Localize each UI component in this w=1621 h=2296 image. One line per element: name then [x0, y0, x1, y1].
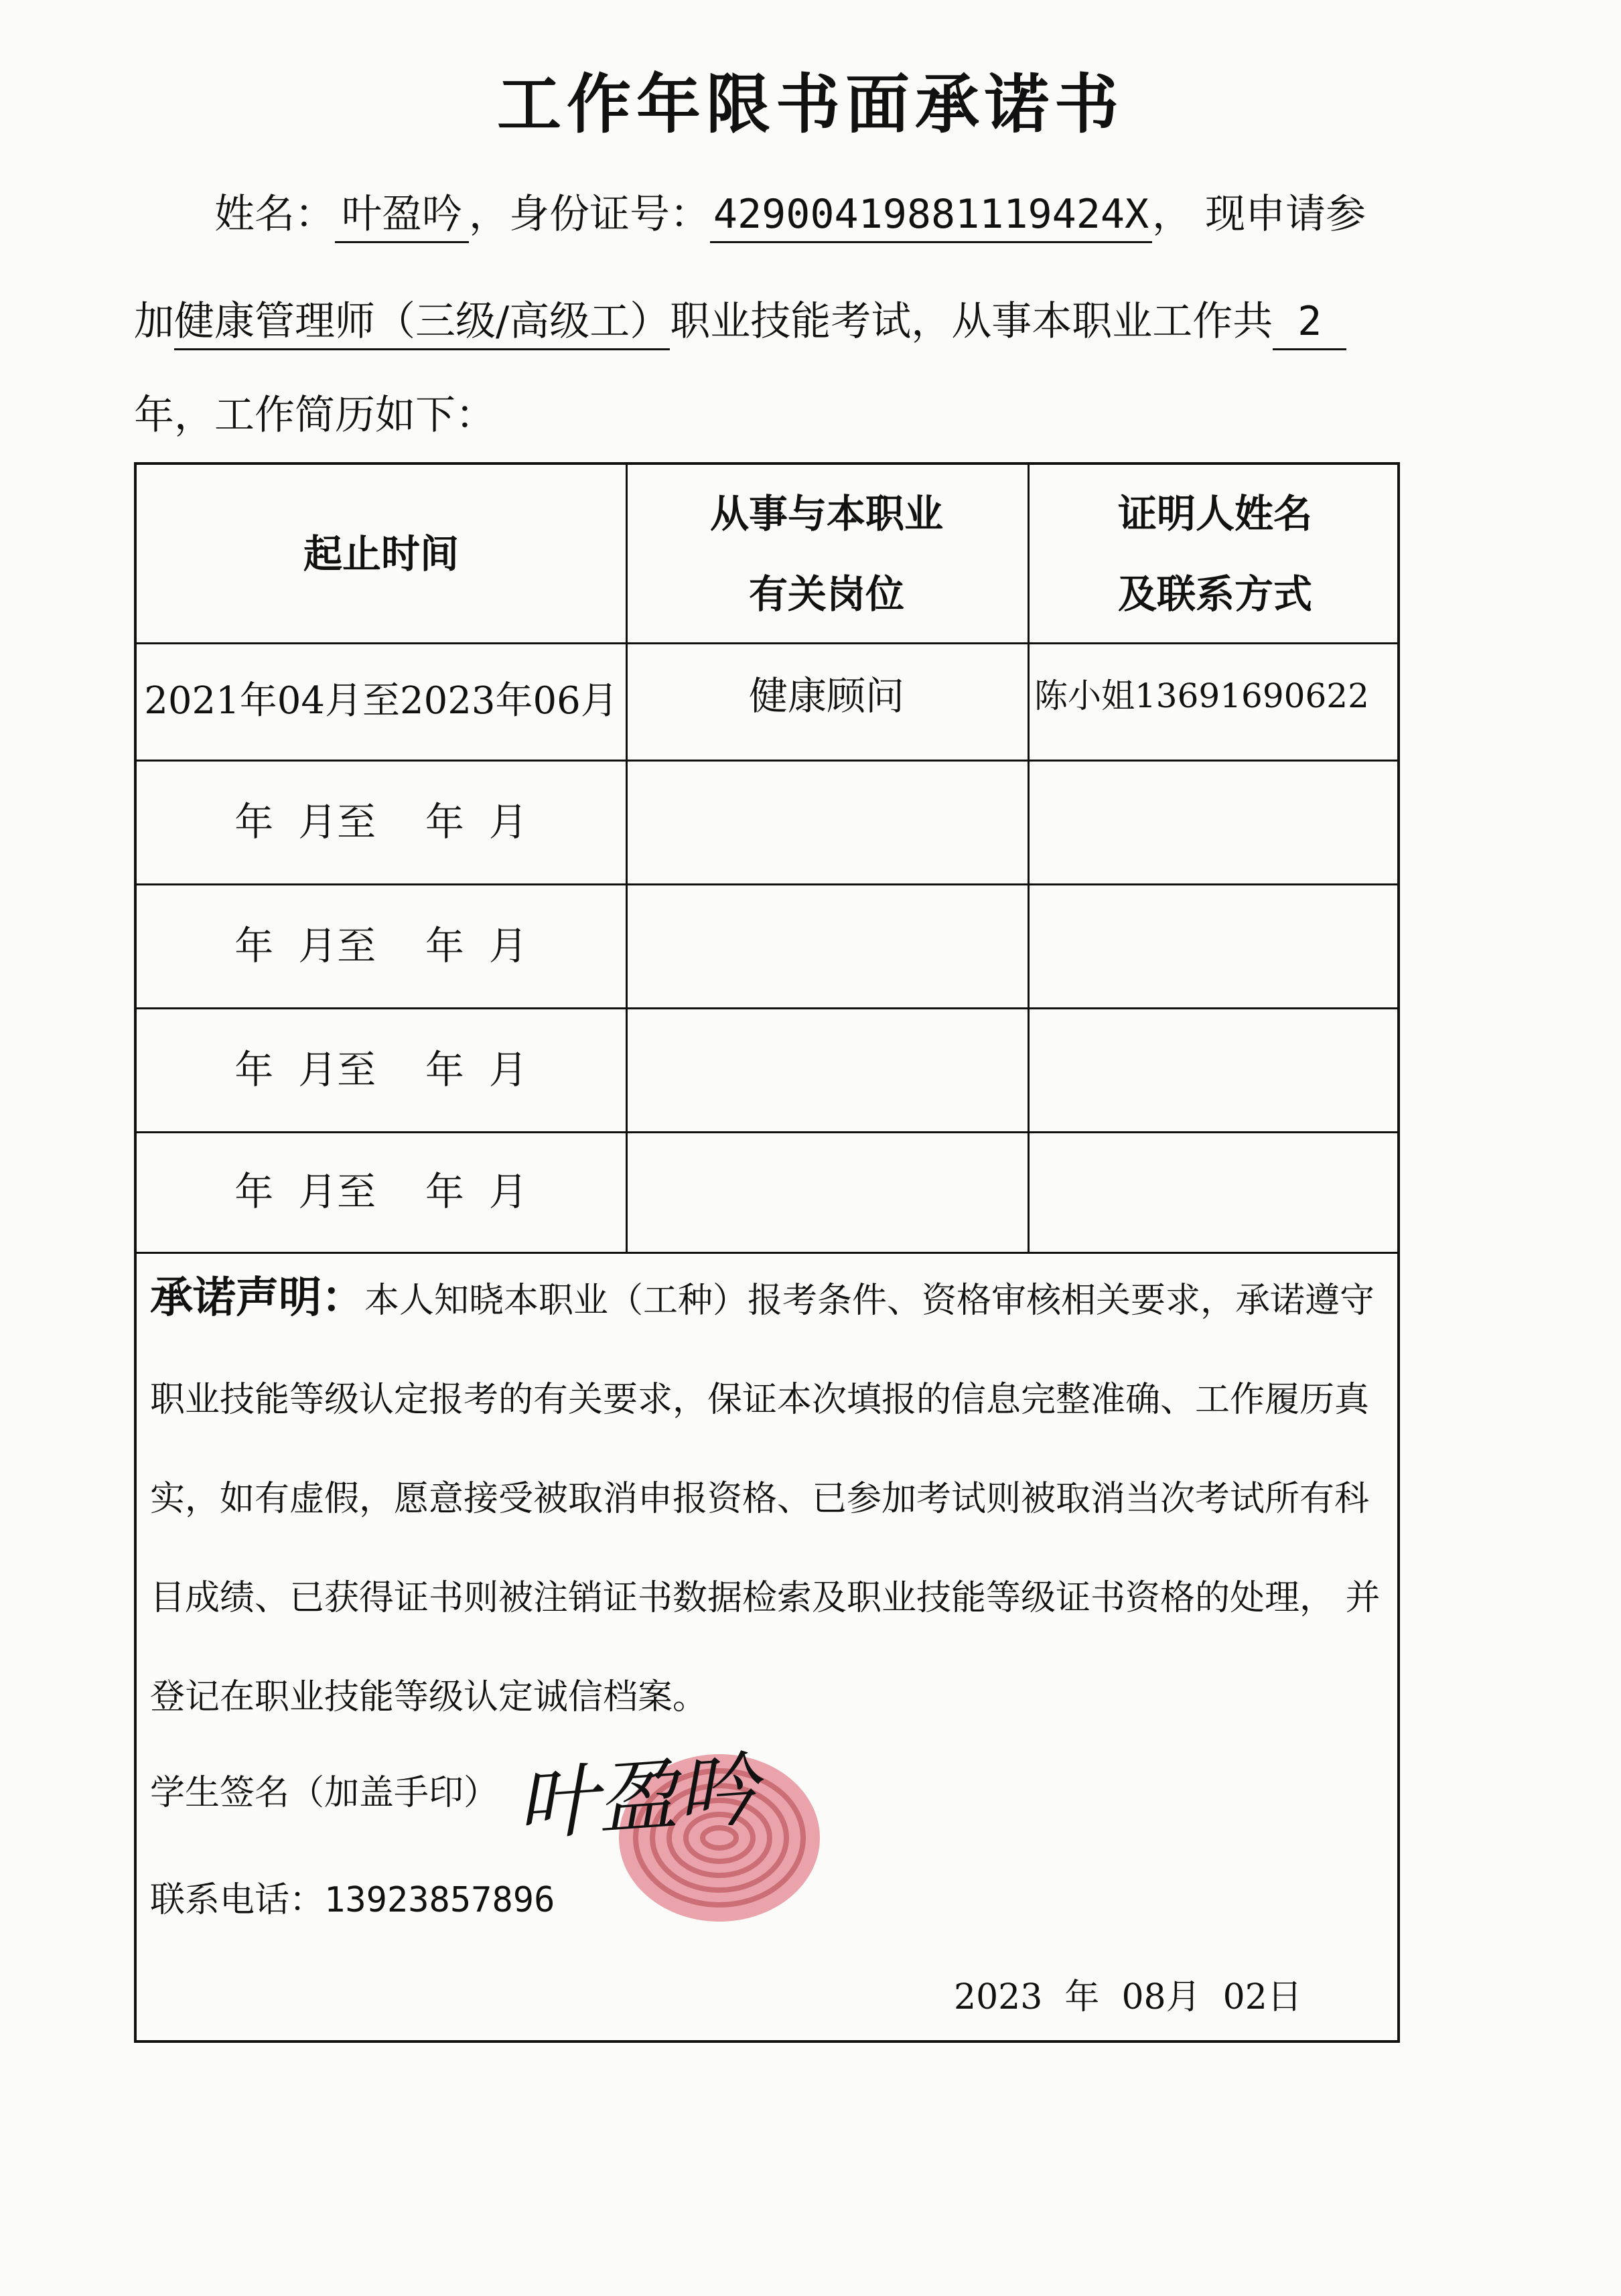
- signature-fingerprint: [512, 1724, 887, 1925]
- row-1-witness: 陈小姐13691690622: [1034, 676, 1369, 715]
- header-witness-line2: 及联系方式: [1117, 571, 1312, 617]
- row-4-period: 年 月至 年 月: [234, 1046, 528, 1092]
- intro-line-2: [134, 295, 1346, 350]
- promise-lead: 承诺声明：: [150, 1273, 364, 1323]
- intro-line-3: 年，工作简历如下：: [134, 392, 496, 439]
- signature-handwriting: 叶盈吟: [513, 1743, 761, 1853]
- row-5-witness: [1028, 1131, 1403, 1252]
- intro-line-1: [214, 188, 1366, 243]
- id-value: 42900419881119424X: [710, 188, 1152, 243]
- phone-label: 联系电话：: [150, 1880, 325, 1920]
- signing-date: 2023 年 08月 02日: [954, 1977, 1302, 2017]
- phone-value: 13923857896: [324, 1880, 555, 1920]
- row-2-position: [626, 760, 1028, 883]
- row-3-position: [626, 883, 1028, 1007]
- row-4-witness: [1028, 1007, 1403, 1131]
- row-3-period: 年 月至 年 月: [234, 922, 528, 968]
- row-1-position: 健康顾问: [748, 673, 904, 719]
- exam-text: 职业技能考试，从事本职业工作共: [670, 298, 1273, 345]
- header-position-line2: 有关岗位: [748, 571, 904, 617]
- name-label: 姓名：: [214, 191, 335, 238]
- work-history-table: [134, 462, 1400, 2043]
- signature-label: 学生签名（加盖手印）: [150, 1773, 499, 1813]
- apply-prefix: 加: [134, 298, 174, 345]
- promise-statement: [150, 1248, 1389, 1747]
- row-2-period: 年 月至 年 月: [234, 798, 528, 845]
- row-4-position: [626, 1007, 1028, 1131]
- apply-text: ， 现申请参: [1152, 191, 1366, 238]
- id-label: ，身份证号：: [469, 191, 710, 238]
- row-5-period: 年 月至 年 月: [234, 1169, 528, 1214]
- occupation-value: 健康管理师（三级/高级工）: [174, 295, 670, 350]
- header-position-line1: 从事与本职业: [709, 490, 943, 536]
- header-witness-line1: 证明人姓名: [1117, 490, 1312, 536]
- header-position: [626, 465, 1028, 642]
- row-5-position: [626, 1131, 1028, 1252]
- row-2-witness: [1028, 760, 1403, 883]
- header-witness: [1028, 465, 1403, 642]
- promise-text: 本人知晓本职业（工种）报考条件、资格审核相关要求，承诺遵守职业技能等级认定报考的有关要求，保证本次填报的信息完整准确、工作履历真实，如有虚假，愿意接受被取消申报资格、已参加考试则被取消当次考试所有科目成绩、已获得证书则被注销证书数据检索及职业技能等级证书资格的处理， 并登记在职业技能等级认定诚信档案。: [150, 1281, 1381, 1717]
- phone-line: [150, 1871, 555, 1922]
- row-1-period: 2021年04月至2023年06月: [144, 678, 618, 723]
- header-period: 起止时间: [303, 530, 459, 577]
- name-value: 叶盈吟: [335, 188, 469, 243]
- years-value: 2: [1273, 295, 1346, 350]
- document-title: 工作年限书面承诺书: [497, 67, 1124, 142]
- row-3-witness: [1028, 883, 1403, 1007]
